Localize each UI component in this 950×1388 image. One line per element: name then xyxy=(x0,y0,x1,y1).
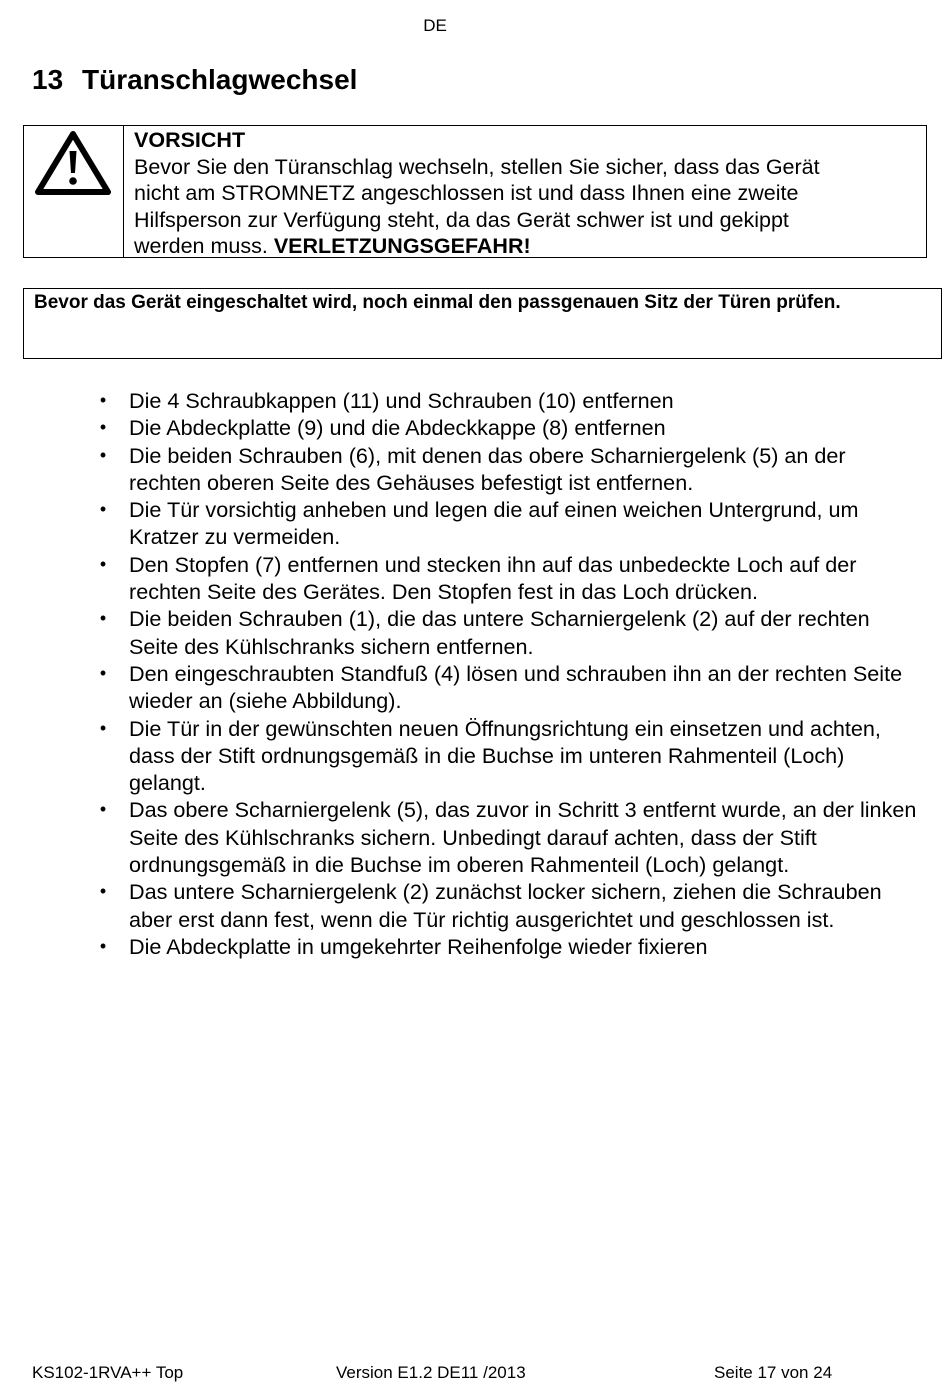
step-text: Die 4 Schraubkappen (11) und Schrauben (10) entfernen xyxy=(129,388,674,413)
step-text: Die Abdeckplatte in umgekehrter Reihenfolge wieder fixieren xyxy=(129,933,708,959)
section-heading xyxy=(32,64,357,96)
list-item xyxy=(93,878,923,933)
bullet-icon: • xyxy=(99,390,107,410)
warning-line: nicht am STROMNETZ angeschlossen ist und dass Ihnen eine zweite xyxy=(134,181,799,205)
list-item xyxy=(93,496,923,551)
list-item xyxy=(93,551,923,606)
bullet-icon: • xyxy=(99,881,107,902)
step-text: Die Abdeckplatte (9) und die Abdeckkappe (8) entfernen xyxy=(129,415,666,441)
bullet-icon: • xyxy=(99,417,107,438)
step-text: Den eingeschraubten Standfuß (4) lösen und schrauben ihn an der rechten Seite wieder an (siehe Abbildung). xyxy=(129,660,903,714)
bullet-icon: • xyxy=(99,608,107,629)
warning-box xyxy=(23,125,927,258)
warning-icon-cell xyxy=(24,126,124,257)
bullet-icon: • xyxy=(99,799,107,820)
bullet-icon: • xyxy=(99,499,107,520)
language-header: DE xyxy=(423,16,447,35)
footer-page-number: Seite 17 von 24 xyxy=(714,1363,833,1382)
step-text: Das obere Scharniergelenk (5), das zuvor in Schritt 3 entfernt wurde, an der linken Seite des Kühlschranks sichern. Unbedingt darauf achten, dass der Stift ordnungsgemäß in die Buchse im oberen Rahmenteil (Loch) gelangt. xyxy=(129,797,917,878)
warning-text xyxy=(124,126,820,257)
bullet-icon: • xyxy=(99,662,107,683)
list-item xyxy=(93,605,923,660)
bullet-icon: • xyxy=(99,935,107,956)
section-title: Türanschlagwechsel xyxy=(82,64,358,95)
list-item xyxy=(93,442,923,497)
warning-line: Hilfsperson zur Verfügung steht, da das Gerät schwer ist und gekippt xyxy=(134,207,789,232)
warning-line: Bevor Sie den Türanschlag wechseln, stellen Sie sicher, dass das Gerät xyxy=(134,154,820,179)
list-item xyxy=(93,387,923,414)
bullet-icon: • xyxy=(99,553,107,574)
warning-triangle-icon xyxy=(34,129,112,197)
footer-version: Version E1.2 DE11 /2013 xyxy=(336,1363,526,1382)
step-text: Die Tür vorsichtig anheben und legen die auf einen weichen Untergrund, um Kratzer zu vermeiden. xyxy=(129,497,859,550)
bullet-icon: • xyxy=(99,444,107,465)
step-text: Das untere Scharniergelenk (2) zunächst locker sichern, ziehen die Schrauben aber erst dann fest, wenn die Tür richtig ausgerichtet und geschlossen ist. xyxy=(129,879,882,932)
warning-title: VORSICHT xyxy=(134,128,246,152)
list-item xyxy=(93,414,923,441)
step-text: Die beiden Schrauben (1), die das untere Scharniergelenk (2) auf der rechten Seite des Kühlschranks sichern entfernen. xyxy=(129,606,870,659)
bullet-icon: • xyxy=(99,717,107,738)
list-item xyxy=(93,715,923,797)
note-box xyxy=(23,288,942,359)
section-number: 13 xyxy=(32,64,64,95)
list-item xyxy=(93,660,923,715)
list-item xyxy=(93,933,923,960)
note-text: Bevor das Gerät eingeschaltet wird, noch einmal den passgenauen Sitz der Türen prüfen. xyxy=(34,292,841,313)
warning-line: werden muss. xyxy=(134,234,274,258)
step-text: Den Stopfen (7) entfernen und stecken ihn auf das unbedeckte Loch auf der rechten Seite des Gerätes. Den Stopfen fest in das Loch drücken. xyxy=(129,551,857,605)
step-text: Die beiden Schrauben (6), mit denen das obere Scharniergelenk (5) an der rechten oberen Seite des Gehäuses befestigt ist entfernen. xyxy=(129,442,846,495)
step-list xyxy=(93,387,923,960)
list-item xyxy=(93,796,923,878)
step-text: Die Tür in der gewünschten neuen Öffnungsrichtung ein einsetzen und achten, dass der Stift ordnungsgemäß in die Buchse im unteren Rahmenteil (Loch) gelangt. xyxy=(129,715,881,796)
footer-model: KS102-1RVA++ Top xyxy=(32,1363,184,1382)
warning-emphasis: VERLETZUNGSGEFAHR! xyxy=(273,234,531,258)
